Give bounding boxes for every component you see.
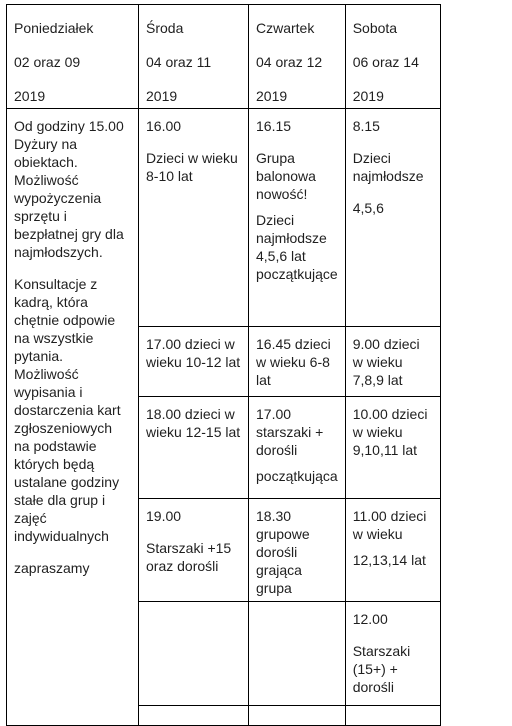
wednesday-slot-empty: [139, 602, 249, 706]
saturday-slot-empty: [345, 706, 440, 726]
slot-text: 11.00 dzieci w wieku: [352, 508, 427, 542]
slot-text: 17.00 dzieci w wieku 10-12 lat: [146, 336, 241, 370]
slot-text: 12,13,14 lat: [352, 552, 426, 568]
thursday-slot: [249, 109, 346, 327]
slot-desc: Dzieci najmłodsze 4,5,6 lat początkujące: [256, 212, 338, 282]
day-name: Poniedziałek: [14, 20, 94, 36]
monday-info-cell: [7, 109, 139, 726]
slot-desc: Starszaki +15 oraz dorośli: [146, 540, 232, 574]
saturday-slot: [345, 109, 440, 327]
slot-text: 9.00 dzieci w wieku 7,8,9 lat: [352, 336, 420, 388]
slot-desc: Grupa balonowa nowość!: [256, 150, 316, 202]
wednesday-slot: [139, 499, 249, 602]
monday-paragraph: Konsultacje z kadrą, która chętnie odpowie na wszystkie pytania. Możliwość wypisania i dostarczenia kart zgłoszeniowych na podstawie których będą ustalane godziny stałe dla grup i zajęć indywidualnych: [14, 276, 121, 544]
slot-text: początkująca: [256, 468, 338, 484]
thursday-slot: [249, 499, 346, 602]
slot-time: 19.00: [146, 508, 182, 524]
schedule-row: [7, 109, 441, 327]
wednesday-slot: [139, 109, 249, 327]
day-year: 2019: [14, 88, 46, 104]
header-cell-monday: [7, 5, 139, 109]
slot-time: 16.00: [146, 118, 182, 134]
day-year: 2019: [352, 88, 384, 104]
slot-desc: Dzieci w wieku 8-10 lat: [146, 150, 238, 184]
slot-desc: 4,5,6: [352, 200, 384, 216]
slot-time: 8.15: [352, 118, 380, 134]
slot-desc: Starszaki (15+) + dorośli: [352, 643, 411, 695]
header-cell-saturday: [345, 5, 440, 109]
day-name: Sobota: [352, 20, 398, 36]
slot-text: 18.00 dzieci w wieku 12-15 lat: [146, 406, 241, 440]
slot-desc: Dzieci najmłodsze: [352, 150, 424, 184]
thursday-slot-empty: [249, 602, 346, 706]
thursday-slot: [249, 327, 346, 397]
header-row: [7, 5, 441, 109]
monday-paragraph: Od godziny 15.00 Dyżury na obiektach. Możliwość wypożyczenia sprzętu i bezpłatnej gry dla najmłodszych.: [14, 118, 124, 260]
day-dates: 04 oraz 12: [256, 54, 323, 70]
thursday-slot: [249, 397, 346, 499]
wednesday-slot: [139, 397, 249, 499]
saturday-slot: [345, 327, 440, 397]
header-cell-thursday: [249, 5, 346, 109]
day-dates: 04 oraz 11: [146, 54, 212, 70]
saturday-slot: [345, 602, 440, 706]
slot-text: 18.30 grupowe dorośli grająca grupa: [256, 508, 310, 596]
day-dates: 06 oraz 14: [352, 54, 419, 70]
slot-text: 16.45 dzieci w wieku 6-8 lat: [256, 336, 331, 388]
slot-time: 12.00: [352, 611, 388, 627]
day-name: Środa: [146, 20, 184, 36]
wednesday-slot: [139, 327, 249, 397]
day-year: 2019: [256, 88, 288, 104]
thursday-slot-empty: [249, 706, 346, 726]
slot-time: 16.15: [256, 118, 292, 134]
monday-closing: zapraszamy: [14, 560, 90, 576]
day-name: Czwartek: [256, 20, 315, 36]
slot-text: 10.00 dzieci w wieku 9,10,11 lat: [352, 406, 428, 458]
saturday-slot: [345, 499, 440, 602]
schedule-table: [6, 4, 441, 726]
day-year: 2019: [146, 88, 178, 104]
day-dates: 02 oraz 09: [14, 54, 81, 70]
slot-text: 17.00 starszaki + dorośli: [256, 406, 324, 458]
wednesday-slot-empty: [139, 706, 249, 726]
saturday-slot: [345, 397, 440, 499]
header-cell-wednesday: [139, 5, 249, 109]
